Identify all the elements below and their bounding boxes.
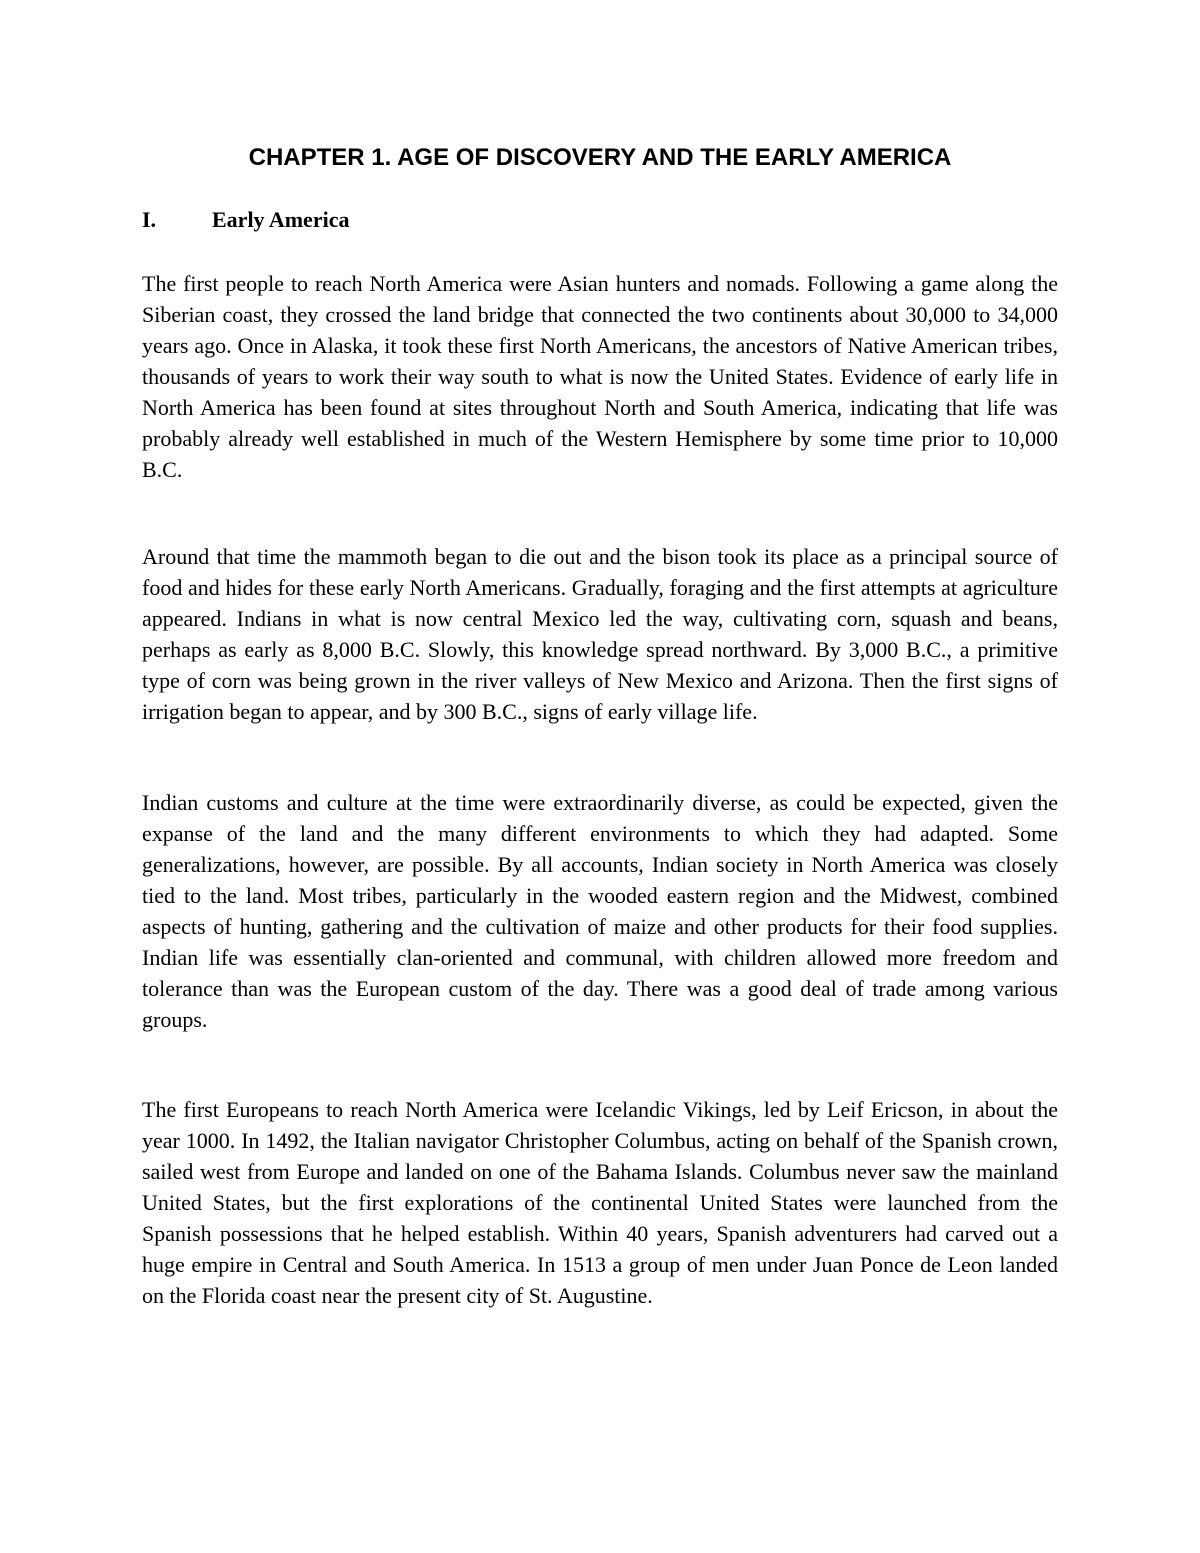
paragraph-first-europeans: The first Europeans to reach North America were Icelandic Vikings, led by Leif Ericson, in about the year 1000. In 1492, the Italian navigator Christopher Columbus, acting on behalf of the Spanish crown, sailed west from Europe and landed on one of the Bahama Islands. Columbus never saw the mainland United States, but the first explorations of the continental United States were launched from the Spanish possessions that he helped establish. Within 40 years, Spanish adventurers had carved out a huge empire in Central and South America. In 1513 a group of men under Juan Ponce de Leon landed on the Florida coast near the present city of St. Augustine. <box>142 1097 1058 1308</box>
paragraph-first-people: The first people to reach North America were Asian hunters and nomads. Following a game along the Siberian coast, they crossed the land bridge that connected the two continents about 30,000 to 34,000 years ago. Once in Alaska, it took these first North Americans, the ancestors of Native American tribes, thousands of years to work their way south to what is now the United States. Evidence of early life in North America has been found at sites throughout North and South America, indicating that life was probably already well established in much of the Western Hemisphere by some time prior to 10,000 B.C. <box>142 271 1058 482</box>
section-title: Early America <box>212 207 350 232</box>
paragraph-mammoth-agriculture: Around that time the mammoth began to die out and the bison took its place as a principal source of food and hides for these early North Americans. Gradually, foraging and the first attempts at agriculture appeared. Indians in what is now central Mexico led the way, cultivating corn, squash and beans, perhaps as early as 8,000 B.C. Slowly, this knowledge spread northward. By 3,000 B.C., a primitive type of corn was being grown in the river valleys of New Mexico and Arizona. Then the first signs of irrigation began to appear, and by 300 B.C., signs of early village life. <box>142 544 1058 724</box>
section-heading <box>142 202 349 238</box>
chapter-title: CHAPTER 1. AGE OF DISCOVERY AND THE EARLY AMERICA <box>248 144 952 171</box>
section-number: I. <box>142 207 157 232</box>
paragraph-indian-customs: Indian customs and culture at the time were extraordinarily diverse, as could be expected, given the expanse of the land and the many different environments to which they had adapted. Some generalizations, however, are possible. By all accounts, Indian society in North America was closely tied to the land. Most tribes, particularly in the wooded eastern region and the Midwest, combined aspects of hunting, gathering and the cultivation of maize and other products for their food supplies. Indian life was essentially clan-oriented and communal, with children allowed more freedom and tolerance than was the European custom of the day. There was a good deal of trade among various groups. <box>142 790 1058 1032</box>
